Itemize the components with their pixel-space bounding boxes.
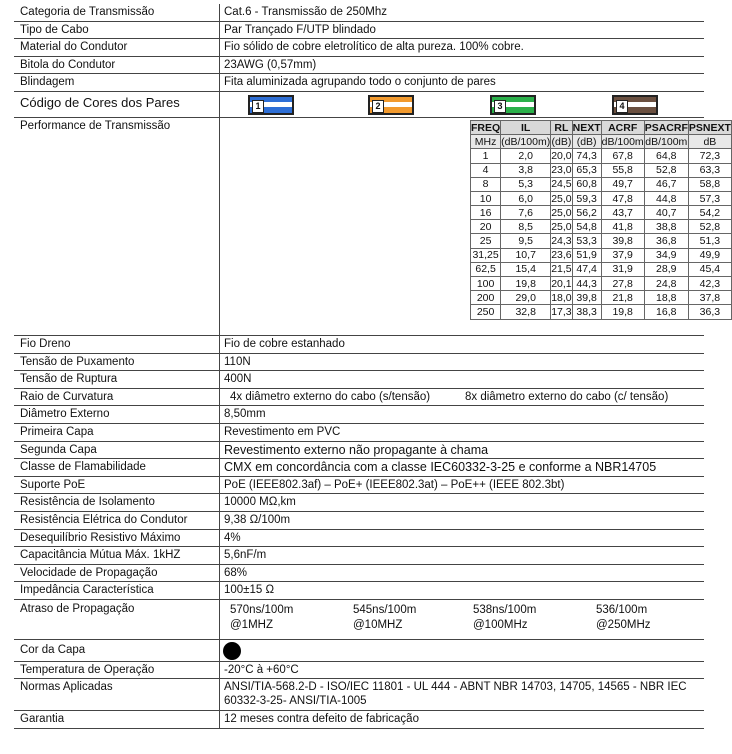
spec-label: Blindagem (20, 76, 75, 89)
delay-frequency: @100MHz (473, 618, 528, 631)
pair-color-row (14, 92, 704, 118)
spec-value: 5,6nF/m (219, 547, 704, 564)
column-header: PSNEXT (688, 121, 731, 134)
spec-row-temperatura (14, 662, 704, 680)
spec-row (14, 4, 704, 22)
unit-cell: MHz (471, 135, 501, 149)
delay-time: 545ns/100m (353, 603, 417, 616)
spec-label: Raio de Curvatura (20, 390, 114, 403)
spec-value: Par Trançado F/UTP blindado (219, 22, 704, 39)
spec-row (14, 57, 704, 75)
table-cell: 5,3 (501, 177, 551, 191)
spec-label: Impedância Característica (20, 584, 154, 597)
table-cell: 25,0 (551, 220, 572, 233)
table-cell: 46,7 (644, 177, 688, 191)
table-cell: 32,8 (501, 305, 551, 319)
table-cell: 45,4 (688, 262, 731, 276)
spec-label: Segunda Capa (20, 443, 97, 456)
spec-label: Tensão de Puxamento (20, 355, 135, 368)
table-row (471, 163, 732, 177)
table-cell: 15,4 (501, 262, 551, 276)
table-cell: 31,25 (472, 249, 499, 262)
spec-value: 12 meses contra defeito de fabricação (219, 711, 704, 728)
table-cell: 28,9 (644, 262, 688, 276)
table-cell: 27,8 (601, 277, 644, 291)
pair-color-label: Código de Cores dos Pares (20, 94, 180, 110)
spec-value: CMX em concordância com a classe IEC60332-3-25 e conforme a NBR14705 (219, 459, 704, 476)
delay-time: 570ns/100m (230, 603, 294, 616)
spec-row (14, 530, 704, 548)
table-cell: 52,8 (688, 220, 731, 234)
table-cell: 20,1 (551, 277, 572, 290)
pair-swatch-2 (368, 95, 414, 115)
table-cell: 38,8 (644, 220, 688, 234)
table-cell: 1 (471, 149, 501, 163)
table-cell: 60,8 (572, 177, 601, 191)
table-cell: 49,7 (601, 177, 644, 191)
table-cell: 62,5 (471, 262, 501, 276)
table-cell: 250 (471, 305, 501, 319)
spec-row (14, 74, 704, 92)
spec-label: Classe de Flamabilidade (20, 461, 146, 474)
delay-value (230, 603, 340, 633)
spec-label: Atraso de Propagação (20, 602, 135, 615)
pair-number: 4 (616, 100, 628, 113)
unit-cell: dB/100m (645, 135, 688, 148)
pair-swatch-4 (612, 95, 658, 115)
delay-value (353, 603, 463, 633)
spec-row (14, 565, 704, 583)
spec-sheet (14, 4, 731, 729)
spec-mid-section (14, 336, 704, 389)
table-cell: 24,3 (551, 235, 572, 248)
spec-value: 9,38 Ω/100m (219, 512, 704, 529)
table-cell: 2,0 (501, 149, 551, 163)
table-cell: 7,6 (501, 206, 551, 220)
spec-row (14, 512, 704, 530)
table-cell: 24,8 (644, 277, 688, 291)
spec-value (219, 640, 704, 661)
spec-row-atraso (14, 600, 704, 640)
spec-row (14, 336, 704, 354)
spec-label: Material do Condutor (20, 41, 128, 54)
table-cell: 64,8 (644, 149, 688, 163)
table-cell: 49,9 (688, 248, 731, 262)
table-cell: 39,8 (572, 291, 601, 305)
table-cell: 19,8 (501, 277, 551, 291)
table-cell: 54,2 (688, 206, 731, 220)
table-cell: 44,3 (572, 277, 601, 291)
table-cell: 34,9 (644, 248, 688, 262)
spec-row-normas (14, 679, 704, 711)
table-cell: 56,2 (572, 206, 601, 220)
table-cell: 19,8 (601, 305, 644, 319)
table-cell: 20,0 (551, 149, 572, 162)
column-header: ACRF (601, 120, 644, 134)
spec-value: PoE (IEEE802.3af) – PoE+ (IEEE802.3at) – PoE++ (IEEE 802.3bt) (219, 477, 704, 494)
unit-cell: dB (688, 135, 731, 149)
spec-label: Primeira Capa (20, 425, 94, 438)
spec-label: Tensão de Ruptura (20, 373, 118, 386)
delay-value (596, 603, 706, 633)
spec-value: 23AWG (0,57mm) (219, 57, 704, 74)
column-header: IL (501, 120, 551, 134)
table-cell: 21,8 (601, 291, 644, 305)
performance-table (470, 120, 732, 320)
delay-time: 536/100m (596, 603, 648, 616)
spec-row (14, 406, 704, 424)
spec-row-cor-capa (14, 640, 704, 662)
table-cell: 16,8 (644, 305, 688, 319)
spec-row (14, 459, 704, 477)
table-cell: 21,5 (551, 263, 572, 276)
spec-row (14, 477, 704, 495)
spec-row (14, 424, 704, 442)
spec-row (14, 39, 704, 57)
spec-label: Fio Dreno (20, 337, 71, 350)
spec-label: Resistência Elétrica do Condutor (20, 513, 188, 526)
table-header-row (471, 120, 732, 134)
pair-number: 2 (372, 100, 384, 113)
table-cell: 47,8 (601, 191, 644, 205)
table-cell: 100 (471, 277, 501, 291)
table-cell: 47,4 (572, 262, 601, 276)
table-cell: 6,0 (501, 191, 551, 205)
table-cell: 10,7 (501, 248, 551, 262)
table-cell: 67,8 (601, 149, 644, 163)
table-cell: 18,0 (551, 291, 572, 304)
table-cell: 63,3 (688, 163, 731, 177)
table-cell: 200 (471, 291, 501, 305)
table-cell: 23,0 (551, 164, 572, 177)
table-cell: 10 (471, 191, 501, 205)
table-cell: 4 (471, 163, 501, 177)
table-cell: 51,3 (688, 234, 731, 248)
spec-label: Categoria de Transmissão (20, 6, 155, 18)
table-cell: 74,3 (572, 149, 601, 163)
spec-value: Fita aluminizada agrupando todo o conjunto de pares (219, 74, 704, 91)
spec-value: 110N (219, 354, 704, 371)
table-row (471, 234, 732, 248)
table-cell: 29,0 (501, 291, 551, 305)
table-cell: 23,6 (551, 249, 572, 262)
table-cell: 55,8 (601, 163, 644, 177)
delay-frequency: @10MHZ (353, 618, 403, 631)
spec-row (14, 354, 704, 372)
table-cell: 17,3 (551, 306, 572, 318)
performance-cell (219, 118, 731, 335)
spec-label: Cor da Capa (20, 643, 86, 656)
spec-value: 100±15 Ω (219, 582, 704, 599)
table-cell: 59,3 (572, 191, 601, 205)
table-cell: 41,8 (601, 220, 644, 234)
table-cell: 52,8 (644, 163, 688, 177)
table-row (471, 220, 732, 234)
table-cell: 43,7 (601, 206, 644, 220)
table-cell: 53,3 (572, 234, 601, 248)
raio-value-tension: 8x diâmetro externo do cabo (c/ tensão) (465, 390, 669, 403)
table-row (471, 305, 732, 319)
table-cell: 42,3 (688, 277, 731, 291)
unit-cell: (dB/100m) (501, 135, 551, 148)
delay-value (473, 603, 583, 633)
table-cell: 25,0 (551, 206, 572, 219)
spec-value: ANSI/TIA-568.2-D - ISO/IEC 11801 - UL 444 - ABNT NBR 14703, 14705, 14565 - NBR IEC 60332-3-25- ANSI/TIA-1005 (219, 679, 704, 710)
table-cell: 37,8 (688, 291, 731, 305)
delay-time: 538ns/100m (473, 603, 537, 616)
column-header: RL (551, 120, 572, 134)
spec-row (14, 547, 704, 565)
spec-value: 4% (219, 530, 704, 547)
table-cell: 18,8 (644, 291, 688, 305)
spec-value: Fio sólido de cobre eletrolítico de alta pureza. 100% cobre. (219, 39, 704, 56)
spec-value: Fio de cobre estanhado (219, 336, 704, 353)
raio-value-no-tension: 4x diâmetro externo do cabo (s/tensão) (230, 390, 431, 403)
spec-value: 8,50mm (219, 406, 704, 423)
table-cell: 25,0 (551, 192, 572, 205)
table-row (471, 277, 732, 291)
spec-label: Tipo de Cabo (20, 23, 89, 36)
performance-label: Performance de Transmissão (20, 119, 171, 132)
pair-swatch-1 (248, 95, 294, 115)
table-cell: 51,9 (572, 248, 601, 262)
table-cell: 24,5 (551, 178, 572, 191)
spec-top-section (14, 4, 704, 92)
spec-label: Temperatura de Operação (20, 663, 155, 676)
spec-value: Cat.6 - Transmissão de 250Mhz (219, 4, 704, 21)
delay-frequency: @250MHz (596, 618, 651, 631)
spec-value: 400N (219, 371, 704, 388)
spec-label: Resistência de Isolamento (20, 496, 155, 509)
spec-label: Capacitância Mútua Máx. 1kHZ (20, 549, 181, 562)
table-cell: 37,9 (601, 248, 644, 262)
spec-label: Diâmetro Externo (20, 408, 110, 421)
unit-cell: (dB) (572, 135, 601, 149)
table-cell: 38,3 (572, 305, 601, 319)
table-cell: 9,5 (501, 234, 551, 248)
spec-label: Desequilíbrio Resistivo Máximo (20, 531, 181, 544)
table-cell: 3,8 (501, 163, 551, 177)
table-cell: 58,8 (688, 177, 731, 191)
column-header: FREQ (471, 121, 501, 134)
table-cell: 65,3 (572, 163, 601, 177)
spec-row (14, 22, 704, 40)
table-row (471, 248, 732, 262)
table-cell: 36,3 (688, 305, 731, 319)
table-units-row (471, 135, 732, 149)
pair-number: 1 (252, 100, 264, 113)
table-row (471, 191, 732, 205)
table-row (471, 262, 732, 276)
spec-row (14, 494, 704, 512)
spec-value: Revestimento em PVC (219, 424, 704, 441)
performance-row (14, 118, 731, 336)
table-row (471, 149, 732, 163)
table-cell: 57,3 (688, 191, 731, 205)
table-cell: 40,7 (644, 206, 688, 220)
table-cell: 39,8 (601, 234, 644, 248)
unit-cell: dB/100m (601, 135, 644, 148)
spec-label: Normas Aplicadas (20, 681, 113, 694)
atraso-values (219, 600, 704, 639)
table-cell: 31,9 (601, 262, 644, 276)
spec-row-garantia (14, 711, 704, 729)
delay-frequency: @1MHZ (230, 618, 273, 631)
table-cell: 16 (471, 206, 501, 220)
table-cell: 25 (471, 234, 501, 248)
unit-cell: (dB) (551, 135, 572, 148)
spec-value: 68% (219, 565, 704, 582)
spec-value: -20°C à +60°C (219, 662, 704, 679)
spec-row (14, 582, 704, 600)
spec-label: Garantia (20, 713, 65, 726)
table-cell: 8,5 (501, 220, 551, 234)
pair-swatch-3 (490, 95, 536, 115)
spec-lower-section (14, 406, 704, 600)
table-row (471, 206, 732, 220)
table-row (471, 177, 732, 191)
spec-row (14, 371, 704, 389)
spec-label: Bitola do Condutor (20, 58, 116, 71)
jacket-color-swatch (223, 642, 241, 660)
table-row (471, 291, 732, 305)
spec-row-raio (14, 389, 704, 407)
spec-label: Suporte PoE (20, 478, 86, 491)
table-cell: 44,8 (644, 191, 688, 205)
table-cell: 20 (471, 220, 501, 234)
spec-label: Velocidade de Propagação (20, 566, 158, 579)
column-header: NEXT (572, 121, 601, 134)
table-cell: 54,8 (572, 220, 601, 234)
column-header: PSACRF (644, 121, 688, 134)
table-cell: 36,8 (644, 234, 688, 248)
spec-value: Revestimento externo não propagante à chama (219, 442, 704, 459)
spec-value: 10000 MΩ,km (219, 494, 704, 511)
table-cell: 72,3 (688, 149, 731, 163)
spec-row (14, 442, 704, 460)
spec-value (219, 389, 704, 406)
table-cell: 8 (471, 177, 501, 191)
pair-number: 3 (494, 100, 506, 113)
pair-color-swatches (219, 92, 704, 117)
